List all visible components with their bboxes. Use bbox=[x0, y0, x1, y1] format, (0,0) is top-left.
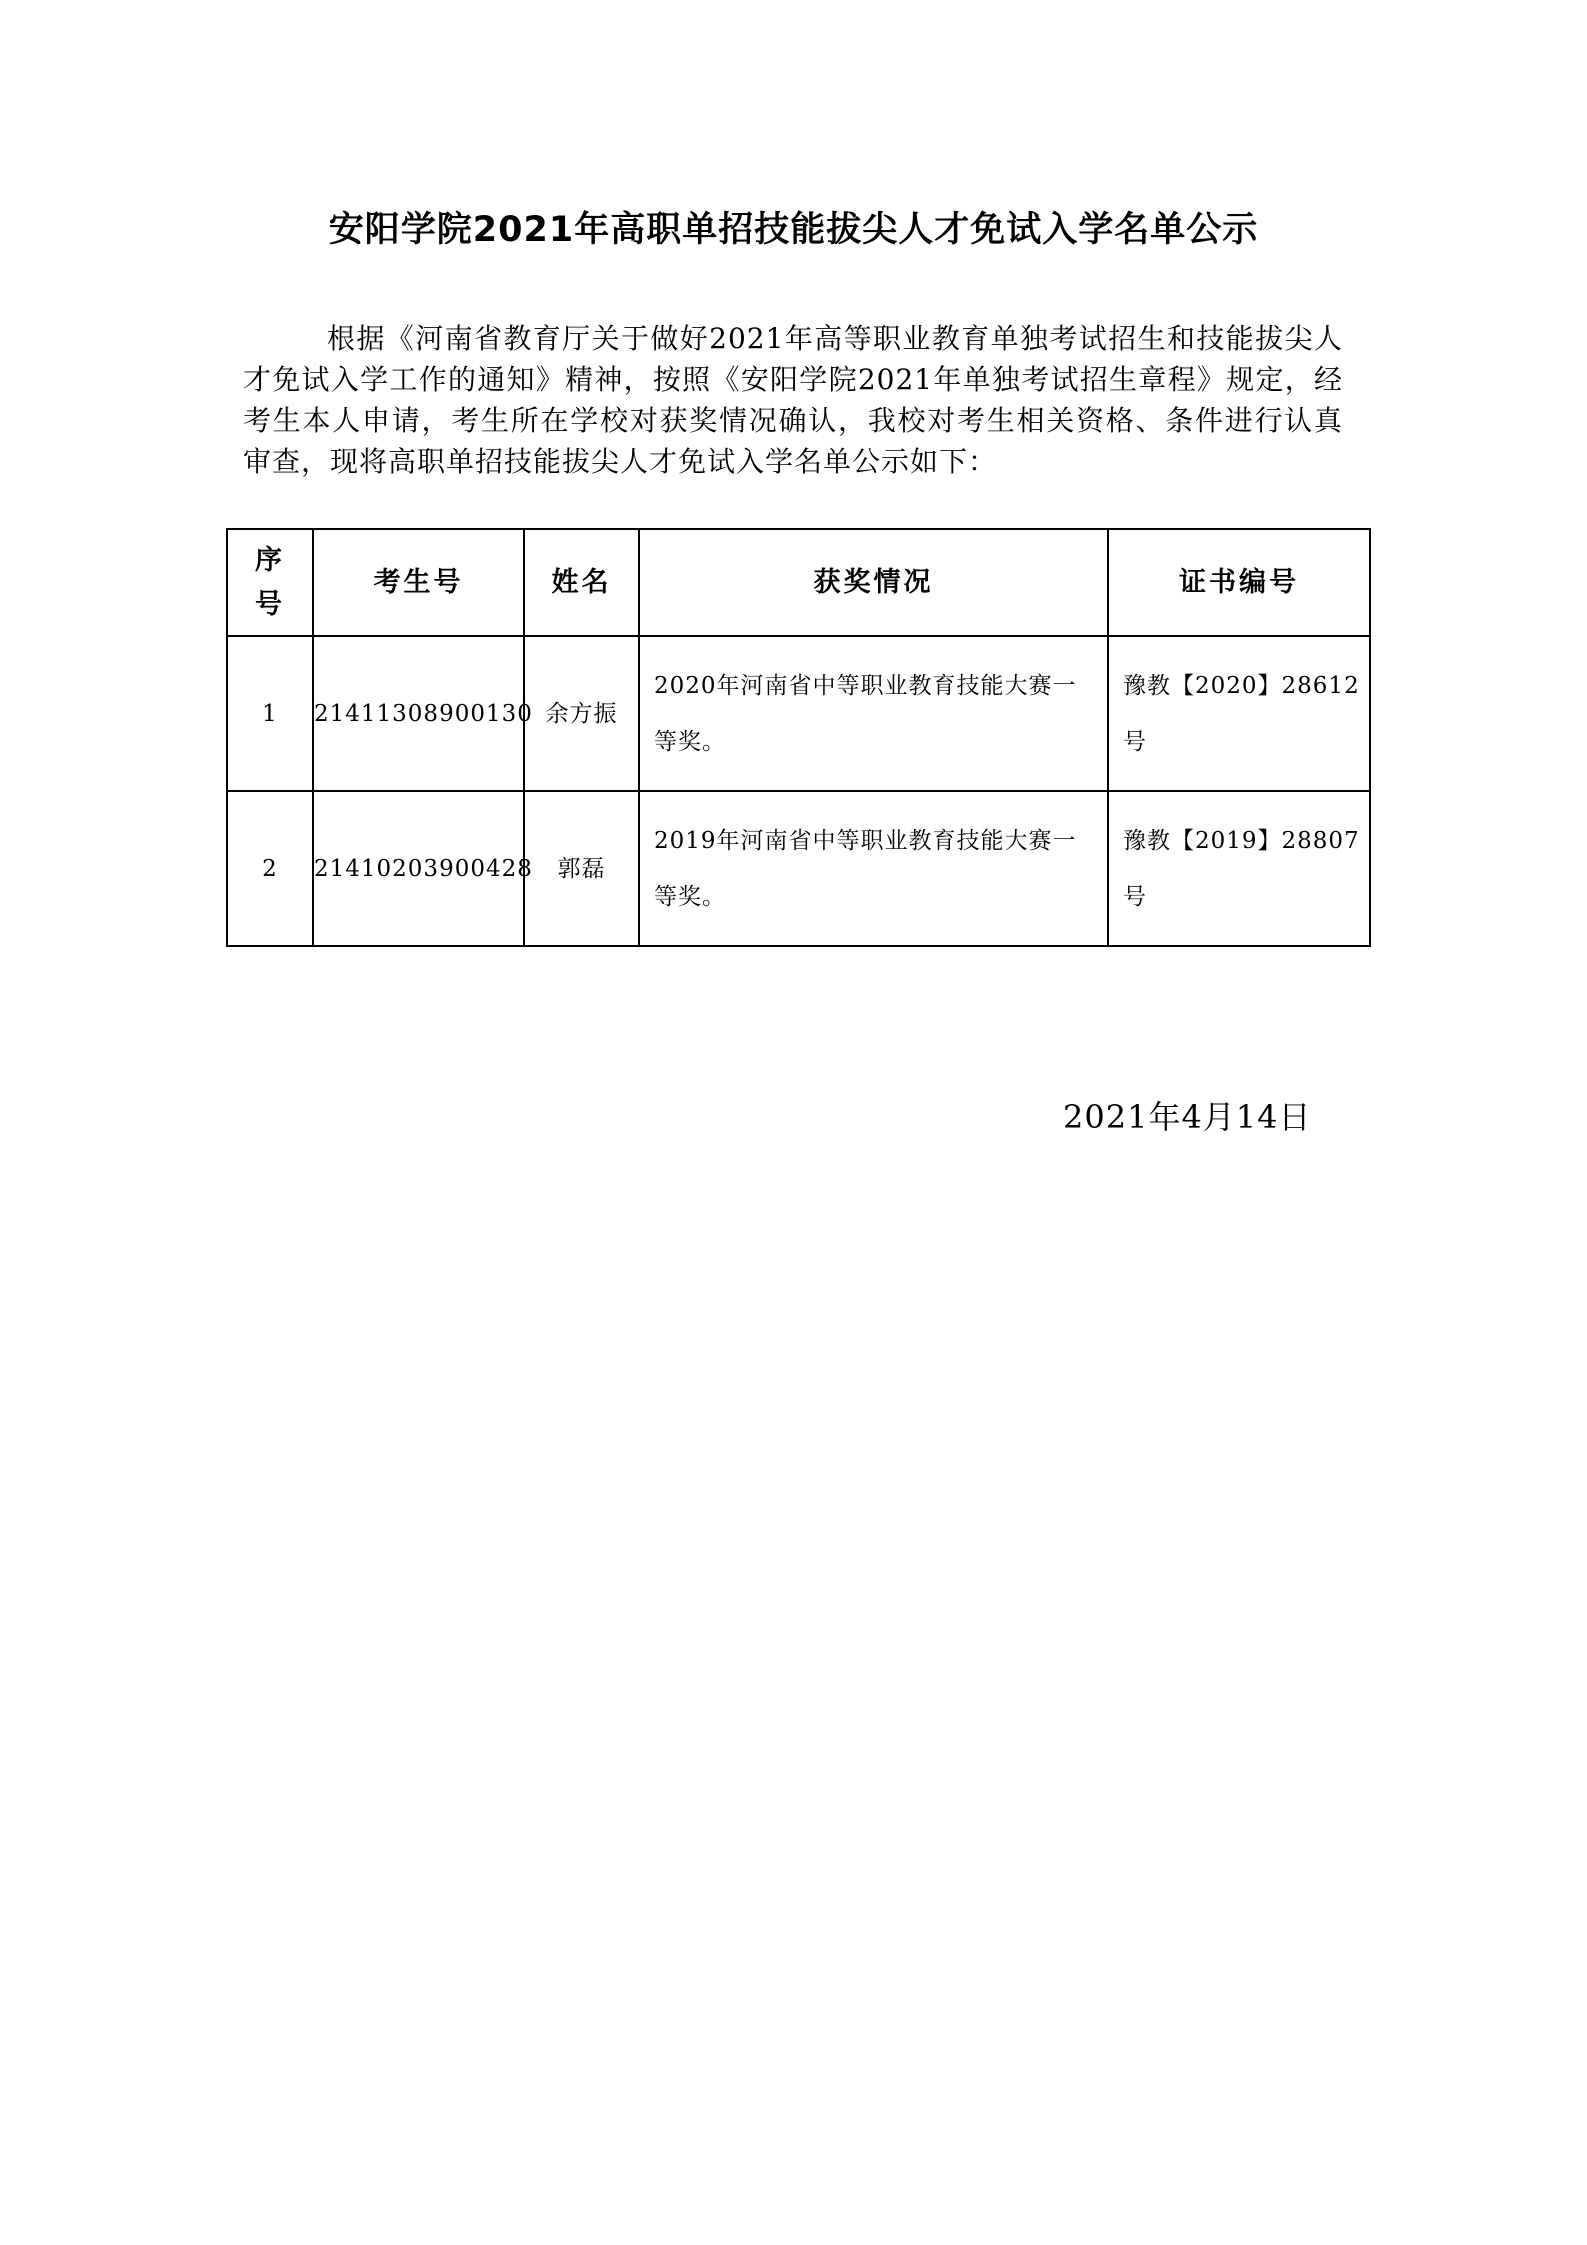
intro-paragraph: 根据《河南省教育厅关于做好2021年高等职业教育单独考试招生和技能拔尖人才免试入学工作的通知》精神，按照《安阳学院2021年单独考试招生章程》规定，经考生本人申请，考生所在学校对获奖情况确认，我校对考生相关资格、条件进行认真审查，现将高职单招技能拔尖人才免试入学名单公示如下： bbox=[243, 322, 1343, 478]
row-cert: 豫教【2019】28807号 bbox=[1108, 791, 1370, 946]
row-cert: 豫教【2020】28612号 bbox=[1108, 636, 1370, 791]
header-cert: 证书编号 bbox=[1108, 529, 1370, 636]
publish-date: 2021年4月14日 bbox=[1063, 1098, 1312, 1136]
header-seq: 序号 bbox=[227, 529, 313, 636]
table-row bbox=[227, 791, 1370, 946]
header-award: 获奖情况 bbox=[639, 529, 1108, 636]
row-name: 余方振 bbox=[524, 636, 639, 791]
row-name: 郭磊 bbox=[524, 791, 639, 946]
header-name: 姓名 bbox=[524, 529, 639, 636]
table-row bbox=[227, 636, 1370, 791]
row-seq: 2 bbox=[227, 791, 313, 946]
admission-list-table bbox=[226, 528, 1371, 947]
row-award: 2020年河南省中等职业教育技能大赛一等奖。 bbox=[639, 636, 1108, 791]
header-exam-no: 考生号 bbox=[313, 529, 524, 636]
row-exam-no: 21411308900130 bbox=[313, 636, 524, 791]
row-exam-no: 21410203900428 bbox=[313, 791, 524, 946]
row-award: 2019年河南省中等职业教育技能大赛一等奖。 bbox=[639, 791, 1108, 946]
page-title: 安阳学院2021年高职单招技能拔尖人才免试入学名单公示 bbox=[328, 210, 1259, 250]
table-header-row bbox=[227, 529, 1370, 636]
row-seq: 1 bbox=[227, 636, 313, 791]
